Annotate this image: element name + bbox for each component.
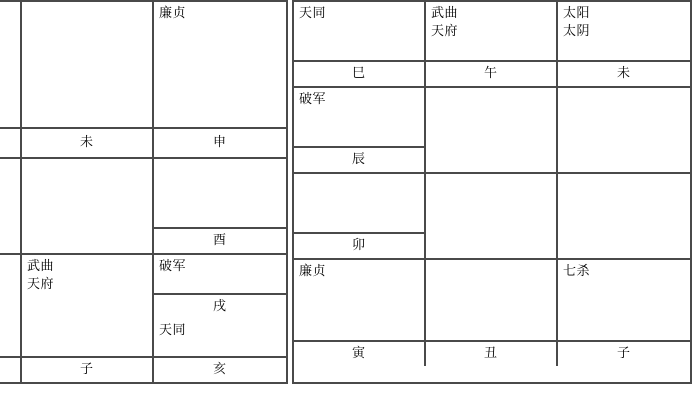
palace-branch-wu: 午 [483,66,498,81]
palace-branch-strip [294,340,424,366]
star-lianzhen: 廉贞 [159,6,187,21]
palace-branch-strip [294,60,424,86]
palace-right-r2c3 [558,88,690,174]
palace-left-r3c2 [22,255,154,382]
palace-branch-xu: 戌 [212,298,227,314]
palace-branch-strip [558,60,690,86]
star-tianfu: 天府 [431,24,459,39]
palace-stars [294,2,424,60]
palace-branch-shen: 申 [212,134,227,150]
palace-branch-you: 酉 [212,233,227,249]
palace-stars [22,2,152,101]
palace-branch-si: 巳 [351,66,366,81]
palace-stars [154,255,286,292]
palace-stars [558,260,690,340]
palace-stars [426,174,556,232]
palace-stars [294,260,424,340]
palace-left-r1c1 [0,2,22,129]
palace-stars [22,255,152,356]
palace-stars [0,255,20,356]
palace-branch-strip [294,146,424,172]
palace-left-r1c2 [22,2,154,129]
palace-branch-zi: 子 [616,346,631,361]
palace-branch-wei: 未 [616,66,631,81]
palace-branch-strip-xu [154,293,286,319]
palace-branch-wei: 未 [79,134,94,150]
palace-left-r1c3 [154,2,286,129]
palace-branch-chou: 丑 [483,346,498,361]
palace-left-r3c3 [154,255,286,382]
palace-right-r3c2 [426,174,558,260]
star-wuqu: 武曲 [27,259,55,275]
star-pojun: 破军 [299,92,327,107]
palace-right-r1c1 [294,2,426,88]
palace-branch-strip [0,356,20,382]
palace-stars [294,88,424,146]
palace-right-r2c1 [294,88,426,174]
star-tiantong: 天同 [159,322,187,338]
palace-branch-zi: 子 [79,361,94,377]
star-tianfu: 天府 [27,277,55,293]
palace-left-r2c3 [154,129,286,256]
palace-stars [558,88,690,146]
palace-branch-strip [558,146,690,172]
palace-left-r3c1 [0,255,22,382]
palace-branch-strip-hai [154,356,286,382]
palace-branch-chen: 辰 [351,152,366,167]
palace-right-r3c3 [558,174,690,260]
palace-branch-strip [22,129,152,159]
palace-right-r1c3 [558,2,690,88]
palace-branch-strip [154,101,286,127]
palace-branch-yin: 寅 [351,346,366,361]
ziwei-chart-left [0,0,288,384]
palace-stars [154,159,286,228]
star-tiantong: 天同 [299,6,327,21]
palace-branch-strip [426,146,556,172]
palace-branch-strip [426,232,556,258]
palace-branch-strip [0,129,20,159]
palace-branch-strip [294,232,424,258]
palace-branch-strip-you [154,227,286,253]
palace-right-r2c2 [426,88,558,174]
palace-stars [294,174,424,232]
palace-left-r2c1 [0,129,22,256]
palace-right-r3c1 [294,174,426,260]
palace-right-r1c2 [426,2,558,88]
palace-branch-strip [0,101,20,127]
palace-stars [426,2,556,60]
ziwei-chart-right [292,0,692,384]
palace-branch-strip [558,340,690,366]
star-lianzhen: 廉贞 [299,264,327,279]
palace-branch-strip [22,356,152,382]
star-qisha: 七杀 [563,264,591,279]
palace-branch-mao: 卯 [351,238,366,253]
palace-right-r4c2 [426,260,558,366]
palace-right-r4c1 [294,260,426,366]
palace-stars [0,159,20,254]
palace-branch-strip [558,232,690,258]
palace-stars [558,2,690,60]
star-pojun: 破军 [159,259,187,275]
palace-right-r4c3 [558,260,690,366]
palace-branch-strip [426,340,556,366]
palace-stars-lower [154,319,286,356]
palace-left-r2c2 [22,129,154,256]
palace-stars [426,88,556,146]
star-taiyin: 太阴 [563,24,591,39]
palace-stars [426,260,556,340]
star-wuqu: 武曲 [431,6,459,21]
palace-branch-hai: 亥 [212,361,227,377]
palace-stars [22,159,152,254]
star-taiyang: 太阳 [563,6,591,21]
palace-branch-strip [154,129,286,159]
palace-stars [558,174,690,232]
palace-stars [0,2,20,101]
palace-branch-strip [22,101,152,127]
palace-branch-strip [426,60,556,86]
palace-stars [154,2,286,101]
